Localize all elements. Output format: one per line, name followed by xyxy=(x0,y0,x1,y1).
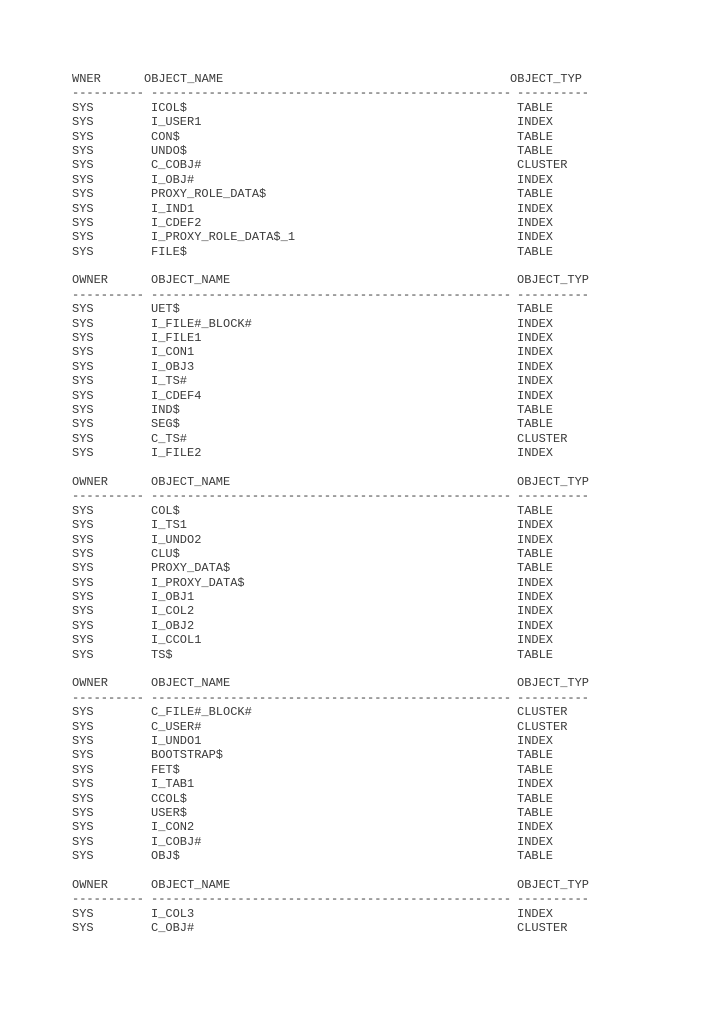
owner-cell: SYS xyxy=(72,503,94,518)
object-type-cell: TABLE xyxy=(517,129,554,144)
table-row xyxy=(72,576,672,590)
object-name-cell: I_UNDO2 xyxy=(151,532,202,547)
object-type-cell: TABLE xyxy=(517,100,554,115)
object-type-cell: INDEX xyxy=(517,906,554,921)
object-name-cell: C_COBJ# xyxy=(151,158,202,173)
owner-cell: SYS xyxy=(72,532,94,547)
object-type-header: OBJECT_TYP xyxy=(517,474,590,489)
object-name-cell: PROXY_ROLE_DATA$ xyxy=(151,187,267,202)
owner-cell: SYS xyxy=(72,719,94,734)
object-type-header: OBJECT_TYP xyxy=(510,72,583,86)
object-name-cell: I_OBJ# xyxy=(151,172,195,187)
object-type-cell: CLUSTER xyxy=(517,719,568,734)
owner-cell: SYS xyxy=(72,546,94,561)
owner-cell: SYS xyxy=(72,172,94,187)
object-type-cell: INDEX xyxy=(517,518,554,533)
object-name-cell: I_COBJ# xyxy=(151,834,202,849)
separator-dashes: -------------------------------------------------- xyxy=(151,86,512,101)
separator-row xyxy=(72,489,672,503)
object-name-header: OBJECT_NAME xyxy=(151,474,231,489)
table-row xyxy=(72,187,672,201)
table-row xyxy=(72,446,672,460)
separator-dashes: -------------------------------------------------- xyxy=(151,489,512,504)
object-type-cell: INDEX xyxy=(517,388,554,403)
table-row xyxy=(72,720,672,734)
object-name-cell: I_UNDO1 xyxy=(151,733,202,748)
owner-cell: SYS xyxy=(72,777,94,792)
object-name-cell: I_PROXY_ROLE_DATA$_1 xyxy=(151,230,296,245)
owner-cell: SYS xyxy=(72,590,94,605)
table-row xyxy=(72,748,672,762)
object-name-cell: C_USER# xyxy=(151,719,202,734)
object-name-header: OBJECT_NAME xyxy=(151,273,231,288)
object-name-cell: FILE$ xyxy=(151,244,188,259)
owner-cell: SYS xyxy=(72,575,94,590)
table-row xyxy=(72,101,672,115)
object-type-cell: INDEX xyxy=(517,604,554,619)
table-row xyxy=(72,590,672,604)
owner-header: OWNER xyxy=(72,474,109,489)
object-type-header: OBJECT_TYP xyxy=(517,877,590,892)
owner-cell: SYS xyxy=(72,143,94,158)
column-header-row xyxy=(72,878,672,892)
object-name-header: OBJECT_NAME xyxy=(151,877,231,892)
object-name-cell: CON$ xyxy=(151,129,180,144)
owner-cell: SYS xyxy=(72,158,94,173)
object-name-cell: I_CDEF4 xyxy=(151,388,202,403)
owner-cell: SYS xyxy=(72,561,94,576)
owner-cell: SYS xyxy=(72,849,94,864)
owner-cell: SYS xyxy=(72,215,94,230)
table-row xyxy=(72,345,672,359)
table-row xyxy=(72,302,672,316)
object-type-cell: TABLE xyxy=(517,791,554,806)
owner-cell: SYS xyxy=(72,115,94,130)
separator-dashes: ---------- xyxy=(72,489,145,504)
object-type-cell: INDEX xyxy=(517,345,554,360)
separator-dashes: ---------- xyxy=(517,86,590,101)
table-row xyxy=(72,921,672,935)
owner-cell: SYS xyxy=(72,374,94,389)
separator-dashes: -------------------------------------------------- xyxy=(151,892,512,907)
column-header-row xyxy=(72,273,672,287)
object-type-cell: INDEX xyxy=(517,201,554,216)
table-row xyxy=(72,734,672,748)
object-name-cell: TS$ xyxy=(151,647,173,662)
object-name-cell: I_FILE2 xyxy=(151,446,202,461)
object-type-cell: INDEX xyxy=(517,532,554,547)
object-name-cell: OBJ$ xyxy=(151,849,180,864)
object-type-cell: CLUSTER xyxy=(517,431,568,446)
object-type-cell: TABLE xyxy=(517,187,554,202)
object-name-cell: FET$ xyxy=(151,762,180,777)
owner-cell: SYS xyxy=(72,748,94,763)
owner-cell: SYS xyxy=(72,187,94,202)
owner-cell: SYS xyxy=(72,518,94,533)
object-type-cell: INDEX xyxy=(517,777,554,792)
object-type-cell: TABLE xyxy=(517,546,554,561)
object-type-cell: CLUSTER xyxy=(517,705,568,720)
owner-cell: SYS xyxy=(72,100,94,115)
table-row xyxy=(72,792,672,806)
owner-cell: SYS xyxy=(72,733,94,748)
table-row xyxy=(72,403,672,417)
separator-row xyxy=(72,288,672,302)
object-type-cell: TABLE xyxy=(517,402,554,417)
object-type-cell: CLUSTER xyxy=(517,921,568,936)
table-row xyxy=(72,907,672,921)
table-row xyxy=(72,806,672,820)
object-type-cell: INDEX xyxy=(517,215,554,230)
owner-cell: SYS xyxy=(72,762,94,777)
result-block xyxy=(72,475,672,662)
object-name-cell: I_TS# xyxy=(151,374,188,389)
owner-cell: SYS xyxy=(72,331,94,346)
result-block xyxy=(72,273,672,460)
table-row xyxy=(72,216,672,230)
owner-cell: SYS xyxy=(72,834,94,849)
object-name-cell: I_CDEF2 xyxy=(151,215,202,230)
object-name-cell: ICOL$ xyxy=(151,100,188,115)
column-header-row xyxy=(72,676,672,690)
object-type-cell: INDEX xyxy=(517,359,554,374)
separator-row xyxy=(72,892,672,906)
object-type-cell: TABLE xyxy=(517,762,554,777)
object-name-header: OBJECT_NAME xyxy=(144,72,224,86)
table-row xyxy=(72,547,672,561)
owner-cell: SYS xyxy=(72,244,94,259)
object-name-cell: CCOL$ xyxy=(151,791,188,806)
object-type-cell: TABLE xyxy=(517,805,554,820)
object-name-cell: C_FILE#_BLOCK# xyxy=(151,705,252,720)
object-type-cell: TABLE xyxy=(517,561,554,576)
table-row xyxy=(72,518,672,532)
object-type-cell: INDEX xyxy=(517,374,554,389)
separator-row xyxy=(72,86,672,100)
table-row xyxy=(72,777,672,791)
object-name-cell: I_CON2 xyxy=(151,820,195,835)
owner-cell: SYS xyxy=(72,388,94,403)
owner-header: WNER xyxy=(72,72,101,86)
owner-header: OWNER xyxy=(72,676,109,691)
column-header-row xyxy=(72,475,672,489)
owner-cell: SYS xyxy=(72,705,94,720)
object-name-cell: I_TAB1 xyxy=(151,777,195,792)
object-name-cell: BOOTSTRAP$ xyxy=(151,748,224,763)
table-row xyxy=(72,173,672,187)
owner-cell: SYS xyxy=(72,633,94,648)
object-name-cell: I_USER1 xyxy=(151,115,202,130)
object-type-cell: INDEX xyxy=(517,316,554,331)
separator-dashes: ---------- xyxy=(517,287,590,302)
object-type-cell: TABLE xyxy=(517,849,554,864)
table-row xyxy=(72,360,672,374)
owner-header: OWNER xyxy=(72,877,109,892)
owner-cell: SYS xyxy=(72,201,94,216)
object-type-cell: TABLE xyxy=(517,647,554,662)
table-row xyxy=(72,835,672,849)
object-type-cell: INDEX xyxy=(517,115,554,130)
owner-cell: SYS xyxy=(72,402,94,417)
table-row xyxy=(72,331,672,345)
owner-cell: SYS xyxy=(72,921,94,936)
separator-dashes: ---------- xyxy=(72,287,145,302)
result-block xyxy=(72,72,672,259)
table-row xyxy=(72,417,672,431)
table-row xyxy=(72,705,672,719)
object-type-cell: INDEX xyxy=(517,618,554,633)
table-row xyxy=(72,245,672,259)
table-row xyxy=(72,317,672,331)
owner-cell: SYS xyxy=(72,791,94,806)
object-name-cell: COL$ xyxy=(151,503,180,518)
owner-cell: SYS xyxy=(72,604,94,619)
table-row xyxy=(72,158,672,172)
separator-dashes: ---------- xyxy=(517,489,590,504)
owner-cell: SYS xyxy=(72,345,94,360)
object-name-cell: UET$ xyxy=(151,302,180,317)
owner-cell: SYS xyxy=(72,820,94,835)
object-name-cell: I_FILE#_BLOCK# xyxy=(151,316,252,331)
column-header-row xyxy=(72,72,672,86)
owner-cell: SYS xyxy=(72,417,94,432)
owner-cell: SYS xyxy=(72,446,94,461)
owner-cell: SYS xyxy=(72,618,94,633)
object-name-cell: I_CCOL1 xyxy=(151,633,202,648)
table-row xyxy=(72,202,672,216)
object-name-cell: I_COL3 xyxy=(151,906,195,921)
separator-dashes: ---------- xyxy=(517,892,590,907)
object-type-cell: INDEX xyxy=(517,733,554,748)
owner-cell: SYS xyxy=(72,129,94,144)
table-row xyxy=(72,820,672,834)
table-row xyxy=(72,633,672,647)
object-type-cell: INDEX xyxy=(517,331,554,346)
owner-header: OWNER xyxy=(72,273,109,288)
table-row xyxy=(72,374,672,388)
object-name-cell: UNDO$ xyxy=(151,143,188,158)
table-row xyxy=(72,763,672,777)
table-row xyxy=(72,432,672,446)
separator-dashes: ---------- xyxy=(517,690,590,705)
separator-row xyxy=(72,691,672,705)
owner-cell: SYS xyxy=(72,302,94,317)
object-name-cell: SEG$ xyxy=(151,417,180,432)
owner-cell: SYS xyxy=(72,359,94,374)
object-type-cell: INDEX xyxy=(517,575,554,590)
result-block xyxy=(72,676,672,863)
object-type-cell: INDEX xyxy=(517,820,554,835)
object-name-cell: I_OBJ2 xyxy=(151,618,195,633)
object-type-cell: CLUSTER xyxy=(517,158,568,173)
object-name-cell: USER$ xyxy=(151,805,188,820)
object-type-cell: TABLE xyxy=(517,748,554,763)
owner-cell: SYS xyxy=(72,316,94,331)
object-name-cell: C_TS# xyxy=(151,431,188,446)
table-row xyxy=(72,389,672,403)
table-row xyxy=(72,230,672,244)
object-name-cell: I_FILE1 xyxy=(151,331,202,346)
object-type-header: OBJECT_TYP xyxy=(517,273,590,288)
owner-cell: SYS xyxy=(72,647,94,662)
object-name-cell: I_TS1 xyxy=(151,518,188,533)
object-name-header: OBJECT_NAME xyxy=(151,676,231,691)
object-name-cell: I_OBJ1 xyxy=(151,590,195,605)
object-type-cell: INDEX xyxy=(517,230,554,245)
owner-cell: SYS xyxy=(72,906,94,921)
table-row xyxy=(72,561,672,575)
table-row xyxy=(72,648,672,662)
object-type-cell: INDEX xyxy=(517,172,554,187)
result-block xyxy=(72,878,672,936)
object-type-cell: TABLE xyxy=(517,503,554,518)
separator-dashes: ---------- xyxy=(72,690,145,705)
object-name-cell: I_COL2 xyxy=(151,604,195,619)
table-row xyxy=(72,533,672,547)
object-type-cell: INDEX xyxy=(517,590,554,605)
table-row xyxy=(72,504,672,518)
table-row xyxy=(72,115,672,129)
table-row xyxy=(72,849,672,863)
object-name-cell: I_PROXY_DATA$ xyxy=(151,575,245,590)
object-name-cell: PROXY_DATA$ xyxy=(151,561,231,576)
object-type-cell: INDEX xyxy=(517,633,554,648)
object-name-cell: IND$ xyxy=(151,402,180,417)
object-type-cell: TABLE xyxy=(517,417,554,432)
owner-cell: SYS xyxy=(72,805,94,820)
table-row xyxy=(72,619,672,633)
table-row xyxy=(72,144,672,158)
object-name-cell: I_CON1 xyxy=(151,345,195,360)
object-type-cell: INDEX xyxy=(517,446,554,461)
separator-dashes: -------------------------------------------------- xyxy=(151,690,512,705)
object-name-cell: C_OBJ# xyxy=(151,921,195,936)
query-output xyxy=(72,72,672,950)
table-row xyxy=(72,604,672,618)
object-name-cell: I_IND1 xyxy=(151,201,195,216)
table-row xyxy=(72,130,672,144)
owner-cell: SYS xyxy=(72,230,94,245)
owner-cell: SYS xyxy=(72,431,94,446)
separator-dashes: ---------- xyxy=(72,86,145,101)
object-type-header: OBJECT_TYP xyxy=(517,676,590,691)
separator-dashes: -------------------------------------------------- xyxy=(151,287,512,302)
object-type-cell: INDEX xyxy=(517,834,554,849)
separator-dashes: ---------- xyxy=(72,892,145,907)
object-type-cell: TABLE xyxy=(517,302,554,317)
object-type-cell: TABLE xyxy=(517,143,554,158)
object-name-cell: I_OBJ3 xyxy=(151,359,195,374)
object-name-cell: CLU$ xyxy=(151,546,180,561)
object-type-cell: TABLE xyxy=(517,244,554,259)
